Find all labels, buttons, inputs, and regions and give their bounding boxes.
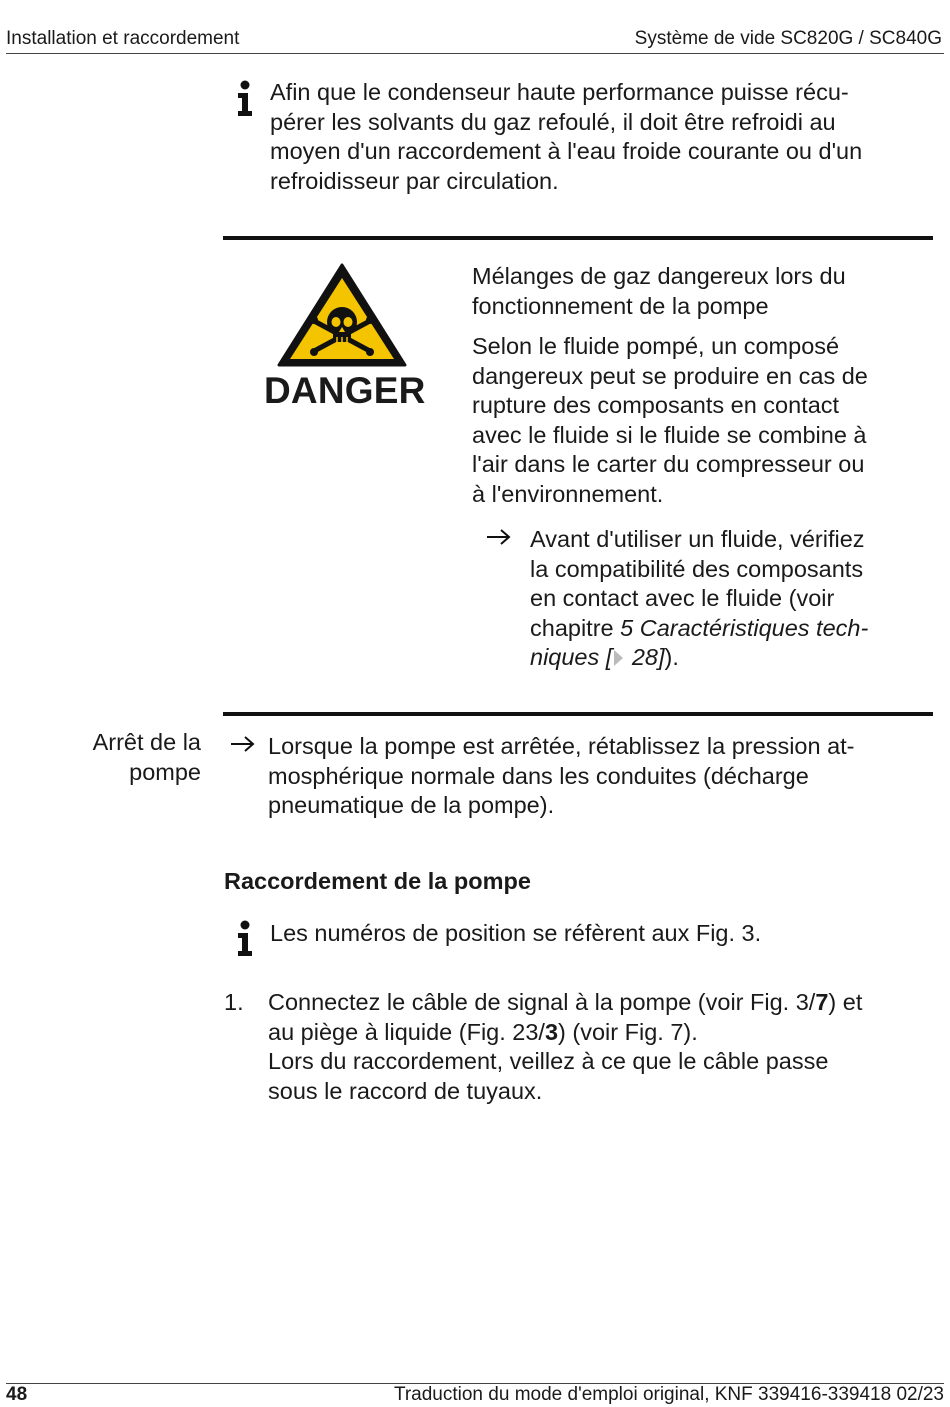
header-section-title: Installation et raccordement — [6, 28, 240, 49]
text-line: pérer les solvants du gaz refoulé, il doit être refroidi au — [270, 108, 836, 135]
danger-title — [472, 262, 846, 321]
stop-instruction — [268, 732, 855, 821]
toxic-warning-sign-icon — [276, 262, 408, 368]
text-line: Mélanges de gaz dangereux lors du — [472, 263, 846, 289]
text-line: avec le fluide si le fluide se combine à — [472, 421, 867, 448]
text-line: Lors du raccordement, veillez à ce que le câble passe — [268, 1048, 829, 1075]
page-reference-link[interactable]: 28] — [625, 644, 665, 671]
text-line: Selon le fluide pompé, un composé — [472, 333, 840, 359]
arrow-right-icon — [230, 735, 256, 753]
footer-text: Traduction du mode d'emploi original, KNF 339416-339418 02/23 — [393, 1384, 944, 1405]
arrow-right-icon — [486, 528, 512, 546]
text-line: Arrêt de la — [92, 729, 201, 755]
text-line: Avant d'utiliser un fluide, vérifiez — [530, 526, 865, 552]
text-line: Lorsque la pompe est arrêtée, rétablissez la pression at- — [268, 733, 855, 759]
margin-label-stop — [93, 728, 201, 787]
text-line: à l'environnement. — [472, 480, 664, 507]
text-line: Afin que le condenseur haute performance puisse récu- — [270, 79, 849, 105]
text-line: la compatibilité des composants — [530, 555, 864, 582]
text-line: au piège à liquide (Fig. 23/3) (voir Fig. 7). — [268, 1018, 698, 1045]
text-line: Connectez le câble de signal à la pompe (voir Fig. 3/7) et — [268, 989, 863, 1015]
danger-top-rule — [223, 236, 933, 240]
text-line: refroidisseur par circulation. — [270, 167, 559, 194]
info-note-condenser — [270, 78, 862, 196]
text-line: moyen d'un raccordement à l'eau froide courante ou d'un — [270, 138, 863, 165]
text-line: mosphérique normale dans les conduites (décharge — [268, 762, 809, 789]
text-line: sous le raccord de tuyaux. — [268, 1077, 543, 1104]
chapter-reference-link[interactable]: niques [ — [530, 644, 613, 671]
info-note-positions: Les numéros de position se réfèrent aux Fig. 3. — [270, 920, 762, 946]
step-number: 1. — [224, 989, 244, 1015]
page-number: 48 — [6, 1384, 28, 1405]
page-reference-icon — [614, 650, 623, 666]
text-line: rupture des composants en contact — [472, 392, 840, 419]
info-icon — [234, 920, 256, 960]
step-text — [268, 988, 862, 1106]
text-line: pneumatique de la pompe). — [268, 792, 555, 819]
danger-signal-word: DANGER — [264, 370, 426, 411]
info-icon — [234, 80, 256, 120]
section-heading: Raccordement de la pompe — [224, 868, 531, 894]
text-line: pompe — [129, 758, 201, 785]
text-line: dangereux peut se produire en cas de — [472, 362, 868, 389]
danger-description — [472, 332, 868, 510]
danger-bottom-rule — [223, 712, 933, 716]
danger-action — [530, 525, 868, 673]
header-divider — [6, 53, 944, 54]
text-line: l'air dans le carter du compresseur ou — [472, 451, 865, 478]
text-line: chapitre 5 Caractéristiques tech- — [530, 614, 869, 641]
header-document-title: Système de vide SC820G / SC840G — [634, 28, 942, 49]
chapter-reference-link[interactable]: 5 Caractéristiques tech- — [620, 614, 869, 641]
text-line: niques [ 28]). — [530, 644, 679, 671]
text-line: fonctionnement de la pompe — [472, 292, 769, 319]
text-line: en contact avec le fluide (voir — [530, 585, 835, 612]
